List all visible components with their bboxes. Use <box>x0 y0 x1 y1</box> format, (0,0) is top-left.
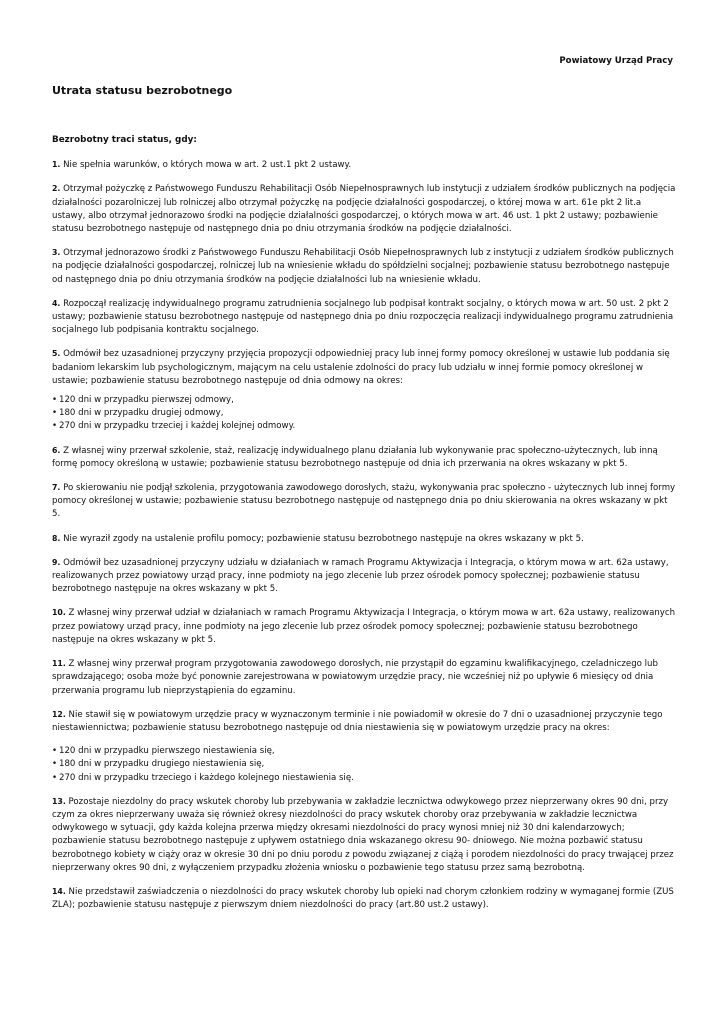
item-number: 4. <box>52 298 61 308</box>
bullet-item: • 270 dni w przypadku trzeciej i każdej kolejnej odmowy. <box>52 420 676 433</box>
list-item <box>52 556 676 597</box>
item-number: 12. <box>52 709 66 719</box>
refusal-period-list <box>52 394 676 434</box>
page-title: Utrata statusu bezrobotnego <box>52 84 233 97</box>
item-text: Odmówił bez uzasadnionej przyczyny udziału w działaniach w ramach Programu Aktywizacja i Integracja, o którym mowa w art. 62a ustawy, realizowanych przez powiatowy urząd pracy, inne podmioty na jego zlecenie lub przez ośrodek pomocy społecznej; pozbawienie statusu bezrobotnego następuje na okres wskazany w pkt 5. <box>52 557 669 595</box>
bullet-item: • 120 dni w przypadku pierwszego niestawienia się, <box>52 745 676 758</box>
item-text: Nie wyraził zgody na ustalenie profilu pomocy; pozbawienie statusu bezrobotnego następuje na okres wskazany w pkt 5. <box>63 533 584 544</box>
item-text: Z własnej winy przerwał szkolenie, staż, realizację indywidualnego planu działania lub wykonywanie prac społeczno-użytecznych, lub inną formę pomocy określoną w ustawie; pozbawienie statusu bezrobotnego następuje od dnia ich przerwania na okres wskazany w pkt 5. <box>52 445 658 469</box>
item-text: Po skierowaniu nie podjął szkolenia, przygotowania zawodowego dorosłych, stażu, wykonywania prac społeczno - użytecznych lub innej formy pomocy określonej w ustawie; pozbawienie statusu bezrobotnego następuje od następnego dnia po dniu skierowania na okres wskazany w pkt 5. <box>52 483 676 520</box>
list-item <box>52 885 676 912</box>
item-text: Odmówił bez uzasadnionej przyczyny przyjęcia propozycji odpowiedniej pracy lub innej formy pomocy określonej w ustawie lub poddania się badaniom lekarskim lub psychologicznym, mającym na celu ustalenie zdolności do pracy lub udziału w innej formie pomocy określonej w ustawie; pozbawienie statusu bezrobotnego następuje od dnia odmowy na okres: <box>52 349 670 386</box>
list-item <box>52 182 676 236</box>
item-text: Otrzymał pożyczkę z Państwowego Funduszu Rehabilitacji Osób Niepełnosprawnych lub instytucji z udziałem środków publicznych na podjęcia działalności pozarolniczej lub rolniczej albo otrzymał pożyczkę na podjęcie działalności gospodarczej, o której mowa w art. 61e pkt 2 lit.a ustawy, albo otrzymał jednorazowo środki na podjęcie działalności gospodarczej, o których mowa w art. 46 ust. 1 pkt 2 ustawy; pozbawienie statusu bezrobotnego następuje od następnego dnia po dniu otrzymania środków na podjęcie działalności. <box>52 184 676 235</box>
item-text: Z własnej winy przerwał program przygotowania zawodowego dorosłych, nie przystąpił do egzaminu kwalifikacyjnego, czeladniczego lub sprawdzającego; osoba może być ponownie zarejestrowana w powiatowym urzędzie pracy, nie wcześniej niż po upływie 6 miesięcy od dnia przerwania programu lub nieprzystąpienia do egzaminu. <box>52 659 658 696</box>
item-text: Rozpoczął realizację indywidualnego programu zatrudnienia socjalnego lub podpisał kontrakt socjalny, o których mowa w art. 50 ust. 2 pkt 2 ustawy; pozbawienie statusu bezrobotnego następuje od następnego dnia po dniu rozpoczęcia realizacji indywidualnego programu zatrudnienia socjalnego lub podpisania kontraktu socjalnego. <box>52 298 674 336</box>
item-number: 11. <box>52 659 66 669</box>
section-subheading: Bezrobotny traci status, gdy: <box>52 135 197 145</box>
item-text: Pozostaje niezdolny do pracy wskutek choroby lub przebywania w zakładzie lecznictwa odwykowego przez nieprzerwany okres 90 dni, przy czym za okres nieprzerwany uważa się również okresy niezdolności do pracy wskutek choroby oraz przebywania w zakładzie lecznictwa odwykowego w sytuacji, gdy każda kolejna przerwa między okresami niezdolności do pracy wynosi mniej niż 30 dni kalendarzowych; pozbawienie statusu bezrobotnego następuje z upływem ostatniego dnia wskazanego okresu 90- dniowego. Nie można pozbawić statusu bezrobotnego kobiety w ciąży oraz w okresie 30 dni po dniu porodu z powodu związanej z ciążą i porodem niezdolności do pracy trwającej przez nieprzerwany okres 90 dni, z wyłączeniem przypadku złożenia wniosku o pozbawienie tego statusu przez samą bezrobotną. <box>52 796 674 873</box>
list-item <box>52 444 676 471</box>
item-number: 9. <box>52 557 61 567</box>
list-item <box>52 481 676 522</box>
bullet-item: • 180 dni w przypadku drugiej odmowy, <box>52 407 676 420</box>
item-number: 7. <box>52 483 61 493</box>
office-name-header: Powiatowy Urząd Pracy <box>559 56 673 66</box>
bullet-item: • 270 dni w przypadku trzeciego i każdego kolejnego niestawienia się. <box>52 772 676 785</box>
list-item <box>52 297 676 338</box>
list-item <box>52 657 676 698</box>
document-body <box>52 134 676 922</box>
list-item <box>52 606 676 647</box>
item-text: Nie przedstawił zaświadczenia o niezdolności do pracy wskutek choroby lub opieki nad chorym członkiem rodziny w wymaganej formie (ZUS ZLA); pozbawienie statusu następuje z pierwszym dniem niezdolności do pracy (art.80 ust.2 ustawy). <box>52 886 674 911</box>
item-number: 2. <box>52 184 61 194</box>
list-item <box>52 532 676 546</box>
absence-period-list <box>52 745 676 785</box>
list-item <box>52 708 676 735</box>
item-number: 14. <box>52 886 66 896</box>
item-number: 1. <box>52 160 61 170</box>
item-number: 8. <box>52 533 61 543</box>
item-text: Z własnej winy przerwał udział w działaniach w ramach Programu Aktywizacja I Integracja, o którym mowa w art. 62a ustawy, realizowanych przez powiatowy urząd pracy, inne podmioty na jego zlecenie lub przez ośrodek pomocy społecznej; pozbawienie statusu bezrobotnego następuje na okres wskazany w pkt 5. <box>52 608 676 645</box>
list-item <box>52 158 676 172</box>
item-number: 5. <box>52 349 61 359</box>
item-number: 13. <box>52 796 66 806</box>
bullet-item: • 120 dni w przypadku pierwszej odmowy, <box>52 394 676 407</box>
item-text: Nie spełnia warunków, o których mowa w art. 2 ust.1 pkt 2 ustawy. <box>63 160 352 171</box>
item-number: 6. <box>52 445 61 455</box>
list-item <box>52 795 676 875</box>
item-text: Nie stawił się w powiatowym urzędzie pracy w wyznaczonym terminie i nie powiadomił w okresie do 7 dni o uzasadnionej przyczynie tego niestawiennictwa; pozbawienie statusu bezrobotnego następuje od dnia niestawienia się w powiatowym urzędzie pracy na okres: <box>52 709 663 733</box>
item-text: Otrzymał jednorazowo środki z Państwowego Funduszu Rehabilitacji Osób Niepełnosprawnych lub z instytucji z udziałem środków publicznych na podjęcie działalności gospodarczej, rolniczej lub na wniesienie wkładu do spółdzielni socjalnej; pozbawienie statusu bezrobotnego następuje od następnego dnia po dniu otrzymania środków na podjęcie działalności lub na wniesienie wkładu. <box>52 248 674 285</box>
list-item <box>52 246 676 287</box>
bullet-item: • 180 dni w przypadku drugiego niestawienia się, <box>52 758 676 771</box>
item-number: 3. <box>52 248 61 258</box>
item-number: 10. <box>52 608 66 618</box>
list-item <box>52 347 676 388</box>
